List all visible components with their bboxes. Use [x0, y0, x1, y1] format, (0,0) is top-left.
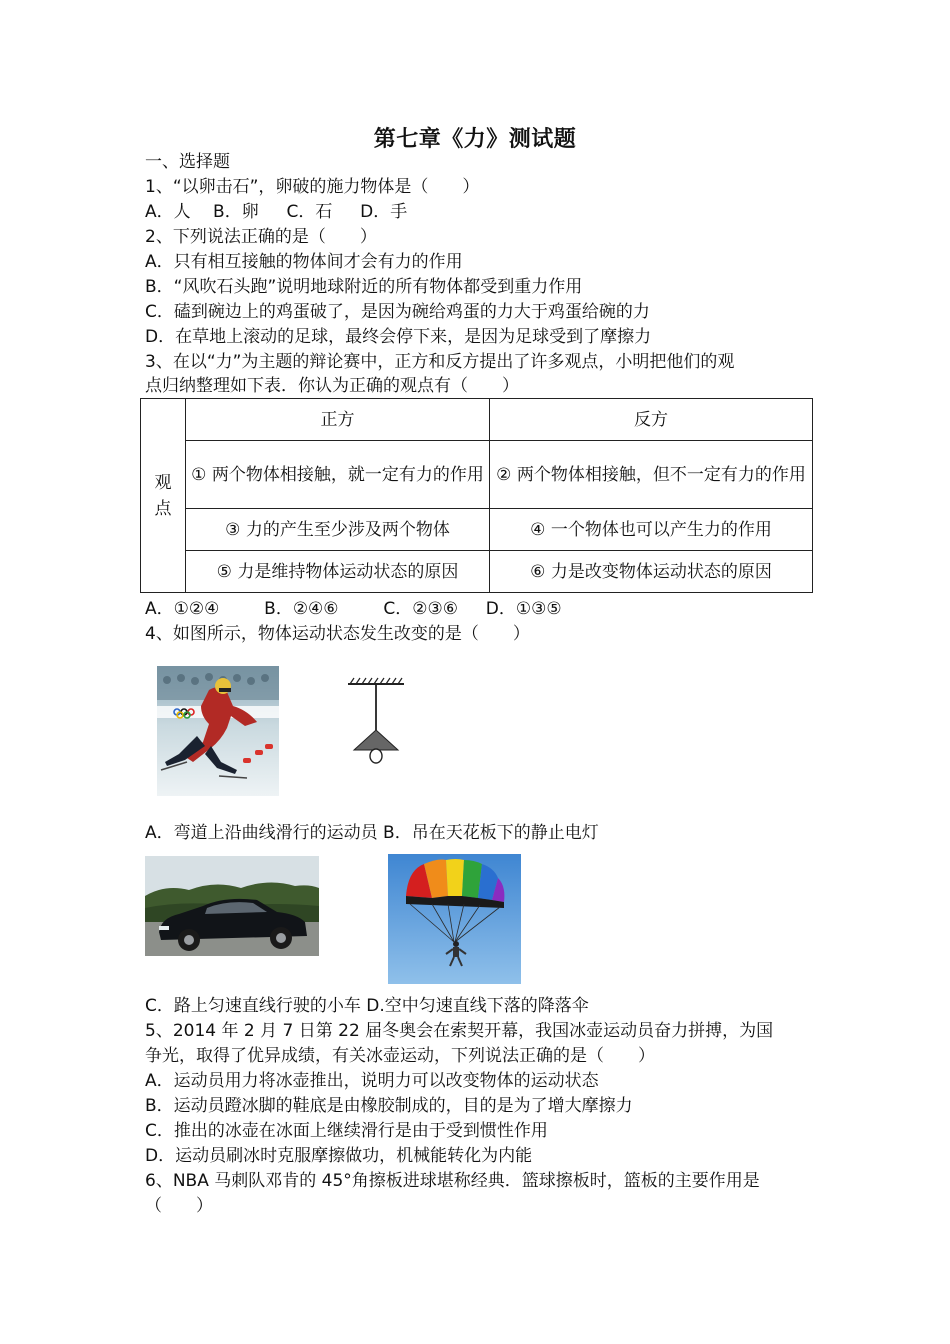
hanging-lamp-image [342, 674, 410, 766]
question-4-stem: 4、如图所示，物体运动状态发生改变的是（ ） [145, 624, 530, 644]
question-4-caption-cd: C．路上匀速直线行驶的小车 D.空中匀速直线下落的降落伞 [145, 996, 589, 1016]
question-2-option-a: A．只有相互接触的物体间才会有力的作用 [145, 252, 463, 272]
skater-image [157, 666, 279, 796]
car-image [145, 856, 319, 956]
table-side-label [141, 399, 186, 593]
opinions-table [140, 398, 813, 593]
section-heading: 一、选择题 [145, 152, 230, 172]
question-5-option-c: C．推出的冰壶在冰面上继续滑行是由于受到惯性作用 [145, 1121, 548, 1141]
question-5-option-a: A．运动员用力将冰壶推出，说明力可以改变物体的运动状态 [145, 1071, 599, 1091]
question-5-stem-line1: 5、2014 年 2 月 7 日第 22 届冬奥会在索契开幕，我国冰壶运动员奋力拼搏，为国 [145, 1021, 774, 1041]
question-1-options: A．人 B．卵 C．石 D．手 [145, 202, 408, 222]
question-2-option-c: C．磕到碗边上的鸡蛋破了，是因为碗给鸡蛋的力大于鸡蛋给碗的力 [145, 302, 650, 322]
table-cell: ⑥ 力是改变物体运动状态的原因 [490, 551, 813, 593]
question-3-options: A．①②④ B．②④⑥ C．②③⑥ D．①③⑤ [145, 599, 562, 619]
table-cell: ④ 一个物体也可以产生力的作用 [490, 509, 813, 551]
table-cell: ⑤ 力是维持物体运动状态的原因 [186, 551, 490, 593]
question-1-stem: 1、“以卵击石”，卵破的施力物体是（ ） [145, 177, 480, 197]
page-title: 第七章《力》测试题 [373, 127, 577, 152]
question-5-option-d: D．运动员刷冰时克服摩擦做功，机械能转化为内能 [145, 1146, 533, 1166]
table-header-con: 反方 [490, 399, 813, 441]
table-cell: ② 两个物体相接触，但不一定有力的作用 [490, 441, 813, 509]
table-cell: ① 两个物体相接触，就一定有力的作用 [186, 441, 490, 509]
table-header-pro: 正方 [186, 399, 490, 441]
question-5-stem-line2: 争光，取得了优异成绩，有关冰壶运动，下列说法正确的是（ ） [145, 1046, 655, 1066]
question-2-stem: 2、下列说法正确的是（ ） [145, 227, 377, 247]
question-6-stem-line1: 6、NBA 马刺队邓肯的 45°角擦板进球堪称经典．篮球擦板时，篮板的主要作用是 [145, 1171, 760, 1191]
question-5-option-b: B．运动员蹬冰脚的鞋底是由橡胶制成的，目的是为了增大摩擦力 [145, 1096, 633, 1116]
question-3-stem-line1: 3、在以“力”为主题的辩论赛中，正方和反方提出了许多观点，小明把他们的观 [145, 352, 735, 372]
parachute-image [388, 854, 521, 984]
question-6-stem-line2: （ ） [145, 1196, 213, 1216]
question-2-option-d: D．在草地上滚动的足球，最终会停下来，是因为足球受到了摩擦力 [145, 327, 652, 347]
question-2-option-b: B．“风吹石头跑”说明地球附近的所有物体都受到重力作用 [145, 277, 583, 297]
question-3-stem-line2: 点归纳整理如下表．你认为正确的观点有（ ） [145, 376, 519, 396]
table-cell: ③ 力的产生至少涉及两个物体 [186, 509, 490, 551]
question-4-caption-ab: A．弯道上沿曲线滑行的运动员 B．吊在天花板下的静止电灯 [145, 823, 599, 843]
table-side-label-text: 观点 [154, 472, 172, 519]
